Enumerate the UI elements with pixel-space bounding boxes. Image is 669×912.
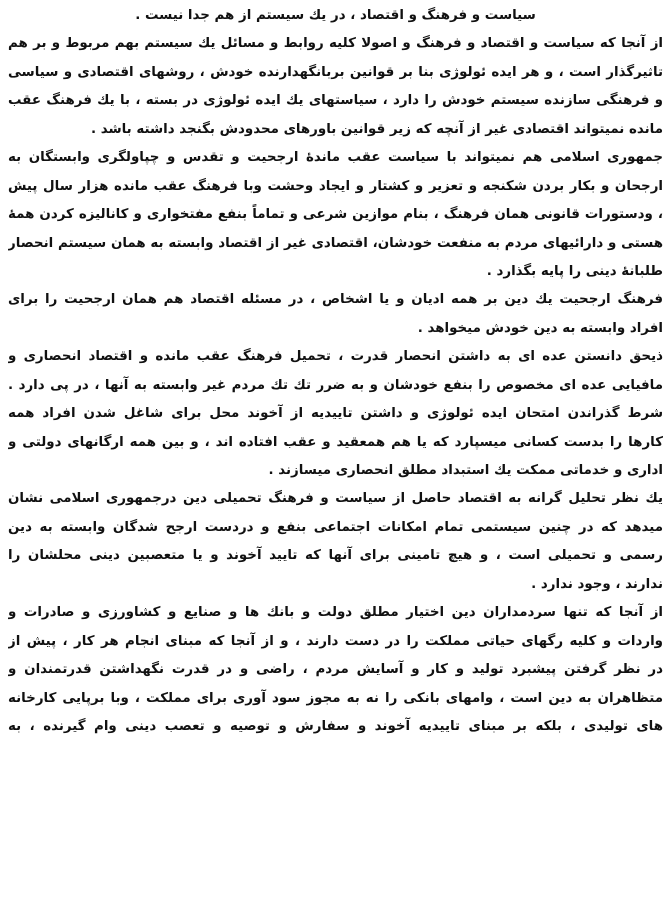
text-line: تاثیرگذار است ، و هر ایده ئولوژی بنا بر قوانین بربانگهدارنده خودش ، روشهای اقتصادی و سیاسی [8,64,663,80]
text-line: ارجحان و بكار بردن شكنجه و تعزیر و كشتار و ایجاد وحشت وبا فرهنگ عقب مانده هزار سال پیش [8,178,663,194]
text-line: متظاهران به دین است ، وامهای بانكی را نه به مجوز سود آوری برای مملكت ، وبا برپایی كارخانه [8,690,663,706]
text-line: واردات و كلیه رگهای حیاتی مملكت را در دست دارند ، و از آنجا كه مبنای انجام هر كار ، پیش از [8,633,663,649]
text-line: رسمی و تحمیلی است ، و هیچ تامینی برای آنها كه تایید آخوند و یا متعصبین دینی محلشان را [8,548,663,564]
text-line: های تولیدی ، بلكه بر مبنای تاییدیه آخوند و سفارش و توصیه و تعصب دینی وام گیرنده ، به [8,718,663,734]
text-line: ، ودستورات قانونی همان فرهنگ ، بنام موازین شرعی و تماماً بنفع مفتخواری و كانالیزه كردن همهٔ [8,207,663,223]
text-line: مافیایی عده ای مخصوص را بنفع خودشان و به ضرر تك تك مردم غیر وابسته به آنها ، در پی دارد . [8,377,663,393]
text-line: طلبانهٔ دینی را پایه بگذارد . [486,263,663,279]
text-line: ندارند ، وجود ندارد . [531,576,663,592]
text-line: از آنجا كه تنها سردمداران دین اختیار مطلق دولت و بانك ها و صنایع و كشاورزی و صادرات و [8,605,663,621]
text-line: هستی و دارائیهای مردم به منفعت خودشان، اقتصادی غیر از اقتصاد وابسته به همان سیستم انحصار [8,235,663,251]
text-line: از آنجا كه سیاست و اقتصاد و فرهنگ و اصولا كلیه روابط و مسائل یك سیستم بهم مربوط و بر هم [8,36,663,52]
text-line: یك نظر تحلیل گرانه به اقتصاد حاصل از سیاست و فرهنگ تحمیلی دین درجمهوری اسلامی نشان [8,491,663,507]
text-line: در نظر گرفتن پیشبرد تولید و كار و آسایش مردم ، راضی و در قدرت نگهداشتن قدرتمندان و [8,662,663,678]
text-line: میدهد كه در چنین سیستمی تمام امكانات اجتماعی بنفع و دردست ارجح شدگان وابسته به دین [8,519,663,535]
text-line: فرهنگ ارجحیت یك دین بر همه ادیان و یا اشخاص ، در مسئله اقتصاد هم همان ارجحیت را برای [8,292,663,308]
heading-line: سیاست و فرهنگ و اقتصاد ، در یك سیستم از هم جدا نیست . [135,8,536,23]
text-line: و فرهنگی سازنده سیستم خودش را دارد ، سیاستهای یك ایده ئولوژی در بسته ، با یك فرهنگ عقب [8,93,663,109]
text-line: كارها را بدست كسانی میسپارد كه یا هم همعقید و عقب افتاده اند ، و بین همه ارگانهای دولتی و [8,434,663,450]
text-line: ذیحق دانستن عده ای به داشتن انحصار قدرت ، تحمیل فرهنگ عقب مانده و اقتصاد انحصاری و [8,349,663,365]
document-body [8,2,663,741]
text-line: جمهوری اسلامی هم نمیتواند با سیاست عقب ماندهٔ ارجحیت و تقدس و چپاولگری وابستگان به [8,150,663,166]
text-line: اداری و خدماتی ممكت یك استبداد مطلق انحصاری میسازند . [268,463,663,478]
text-line: مانده نمیتواند اقتصادی غیر از آنچه كه زیر قوانین باورهای محدودش بگنجد داشته باشد . [91,121,663,137]
text-line: شرط گذراندن امتحان ایده ئولوژی و داشتن تاییدیه از آخوند محل برای شاغل شدن افراد همه [8,406,663,422]
text-line: افراد وابسته به دین خودش میخواهد . [417,320,663,336]
